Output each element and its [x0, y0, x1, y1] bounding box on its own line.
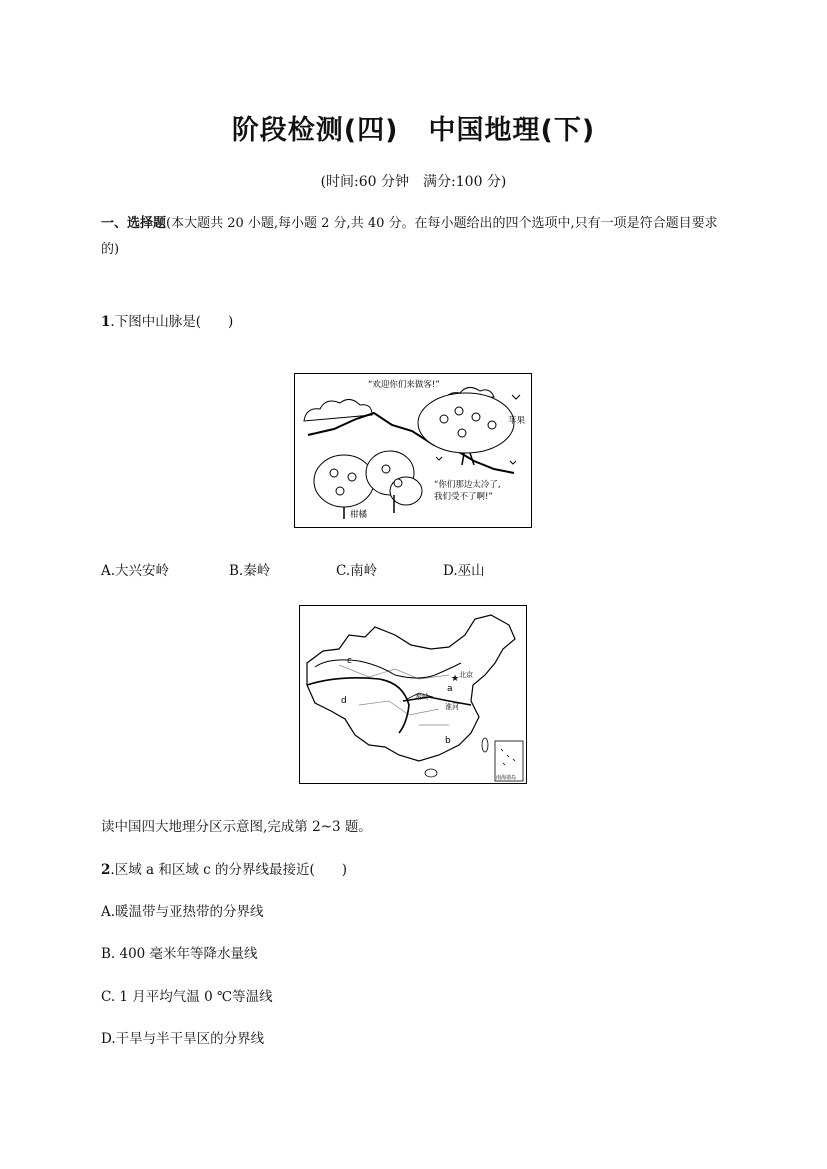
section-instruction-text: (本大题共 20 小题,每小题 2 分,共 40 分。在每小题给出的四个选项中,只有一项是符合题目要求的) [101, 216, 718, 257]
option-d[interactable]: D.巫山 [443, 563, 485, 579]
exam-info [0, 171, 827, 191]
map-label-qinling: 秦岭 [415, 693, 429, 701]
china-regions-map [299, 605, 527, 784]
speech-bottom-line1: “你们那边太冷了, [434, 480, 501, 490]
map-label-huaihe: 淮河 [445, 703, 459, 711]
question-2 [101, 860, 347, 880]
map-label-b: b [445, 736, 451, 746]
section-instructions [101, 211, 726, 263]
q2-option-a[interactable]: A.暖温带与亚热带的分界线 [101, 904, 264, 920]
speech-bottom-line2: 我们受不了啊!” [434, 492, 493, 502]
q2-option-b[interactable]: B. 400 毫米年等降水量线 [101, 946, 258, 962]
question-2-stem: .区域 a 和区域 c 的分界线最接近( ) [110, 862, 348, 878]
option-c[interactable]: C.南岭 [336, 563, 378, 579]
question-1 [101, 312, 233, 332]
option-b[interactable]: B.秦岭 [229, 563, 271, 579]
q2-option-d[interactable]: D.干旱与半干旱区的分界线 [101, 1031, 265, 1047]
section-heading: 一、选择题 [101, 216, 167, 231]
page-title [0, 108, 827, 147]
title-part1: 阶段检测(四) [231, 115, 399, 146]
reading-instruction: 读中国四大地理分区示意图,完成第 2~3 题。 [101, 819, 372, 835]
label-orange: 柑橘 [350, 510, 368, 520]
speech-top: “欢迎你们来做客!” [368, 380, 440, 390]
exam-time: (时间:60 分钟 [320, 174, 410, 190]
exam-score: 满分:100 分) [423, 174, 507, 190]
mountain-cartoon-figure [294, 373, 532, 528]
inset-caption: 南海诸岛 [496, 775, 517, 781]
map-label-beijing: 北京 [459, 671, 473, 679]
question-1-stem: .下图中山脉是( ) [110, 314, 234, 330]
beijing-star-icon: ★ [451, 674, 460, 684]
option-a[interactable]: A.大兴安岭 [101, 563, 170, 579]
q2-option-c[interactable]: C. 1 月平均气温 0 ℃等温线 [101, 989, 273, 1005]
map-label-a: a [447, 684, 453, 694]
question-2-number: 2 [101, 862, 111, 878]
title-part2: 中国地理(下) [428, 115, 596, 146]
map-label-c: c [347, 656, 352, 666]
question-1-number: 1 [101, 314, 111, 330]
map-label-d: d [341, 696, 347, 706]
label-apple: 苹果 [508, 416, 526, 426]
